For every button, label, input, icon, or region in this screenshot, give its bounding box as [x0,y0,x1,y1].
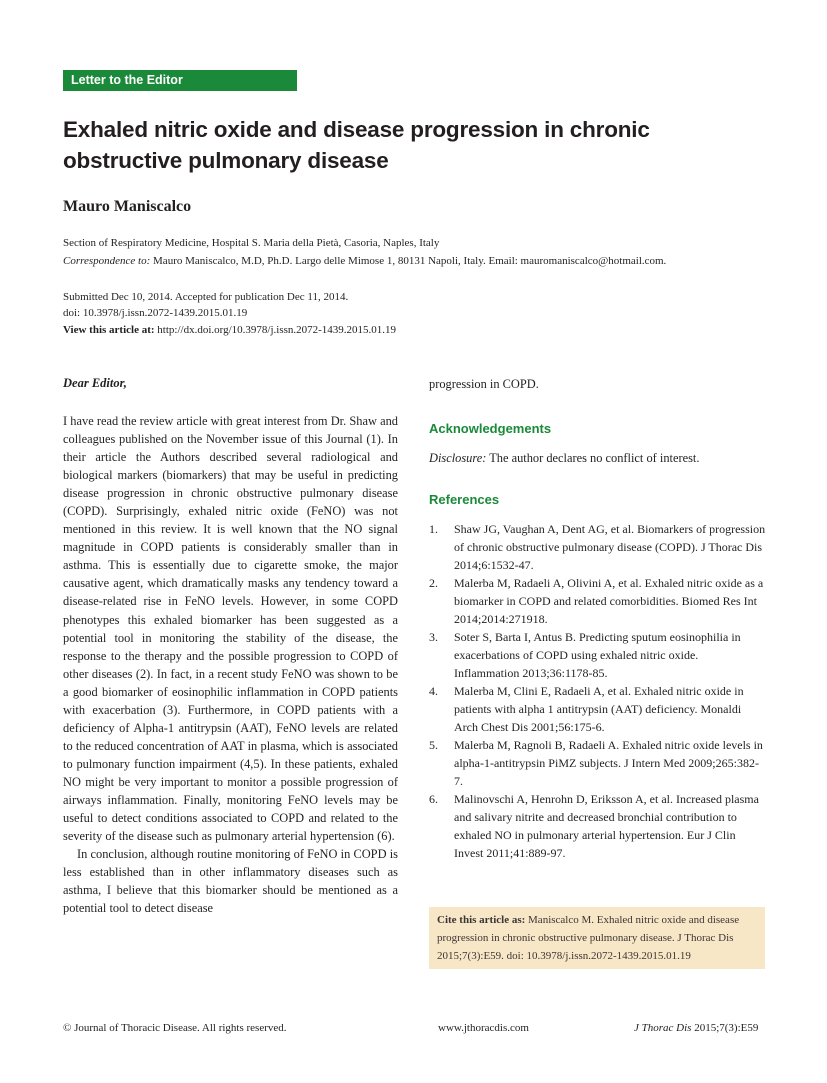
reference-text: Malinovschi A, Henrohn D, Eriksson A, et al. Increased plasma and salivary nitrite and decreased bronchial contribution to exhaled NO in pulmonary arterial hypertension. Eur J Clin Invest 2011;41:889-97. [454,792,759,860]
view-article-line [63,322,396,338]
footer-journal-url[interactable]: www.jthoracdis.com [438,1022,529,1034]
reference-number: 6. [429,792,438,806]
reference-text: Malerba M, Clini E, Radaeli A, et al. Exhaled nitric oxide in patients with alpha 1 antitrypsin (AAT) deficiency. Monaldi Arch Chest Dis 2001;56:175-6. [454,684,744,734]
reference-item [429,574,769,628]
view-article-label: View this article at: [63,324,155,336]
affiliation: Section of Respiratory Medicine, Hospital S. Maria della Pietà, Casoria, Naples, Italy [63,237,440,249]
reference-list [429,520,769,862]
footer-citation [634,1022,758,1034]
cite-this-article-box [429,907,765,969]
body-continuation: progression in COPD. [429,377,539,391]
reference-item [429,682,769,736]
reference-item [429,628,769,682]
body-paragraph: I have read the review article with great interest from Dr. Shaw and colleagues published on the November issue of this Journal (1). In their article the Authors described several radiological and biological markers (biomarkers) that may be useful in predicting disease progression in chronic obstructive pulmonary disease (COPD). Surprisingly, exhaled nitric oxide (FeNO) was not mentioned in this review. It is well known that the NO signal magnitude in COPD patients is considerably smaller than in asthma. This is essentially due to cigarette smoke, the major causative agent, which dramatically masks any tendency toward a disease-related rise in FeNO levels. However, in some COPD phenotypes this exhaled biomarker has been suggested as a potential tool in monitoring the stability of the disease, the response to the therapy and the possible progression to COPD of other diseases (2). In fact, in a recent study FeNO was shown to be a good biomarker of eosinophilic inflammation in COPD patients with exacerbation (3). Furthermore, in COPD patients with a deficiency of Alpha-1 antitrypsin (AAT), FeNO levels are related to the reduced concentration of AAT in plasma, which is associated to pulmonary function impairment (4,5). In these patients, exhaled NO might be very important to monitor a possible progression of airways inflammation. Finally, monitoring FeNO levels may be useful to detect conditions associated to COPD and related to the severity of the disease such as pulmonary arterial hypertension (6). [63,414,398,844]
reference-text: Malerba M, Ragnoli B, Radaeli A. Exhaled nitric oxide levels in alpha-1-antitrypsin PiMZ subjects. J Intern Med 2009;265:382-7. [454,738,763,788]
reference-text: Malerba M, Radaeli A, Olivini A, et al. Exhaled nitric oxide as a biomarker in COPD and related comorbidities. Biomed Res Int 2014;2014:271918. [454,576,764,626]
disclosure-text: The author declares no conflict of interest. [486,451,700,465]
doi: doi: 10.3978/j.issn.2072-1439.2015.01.19 [63,307,248,319]
reference-number: 4. [429,684,438,698]
footer-copyright: © Journal of Thoracic Disease. All rights reserved. [63,1022,287,1034]
correspondence [63,252,763,270]
submission-dates: Submitted Dec 10, 2014. Accepted for publication Dec 11, 2014. [63,291,349,303]
reference-item [429,520,769,574]
cite-label: Cite this article as: [437,914,526,926]
reference-number: 1. [429,522,438,536]
reference-item [429,736,769,790]
author-name: Mauro Maniscalco [63,198,192,215]
reference-item [429,790,769,862]
article-title: Exhaled nitric oxide and disease progression in chronic obstructive pulmonary disease [63,117,650,173]
salutation: Dear Editor, [63,376,127,390]
reference-text: Soter S, Barta I, Antus B. Predicting sputum eosinophilia in exacerbations of COPD using exhaled nitric oxide. Inflammation 2013;36:1178-85. [454,630,741,680]
footer-journal-name: J Thorac Dis [634,1022,692,1034]
correspondence-text: Mauro Maniscalco, M.D, Ph.D. Largo delle Mimose 1, 80131 Napoli, Italy. Email: mauromaniscalco@hotmail.com. [150,255,667,267]
reference-text: Shaw JG, Vaughan A, Dent AG, et al. Biomarkers of progression of chronic obstructive pulmonary disease (COPD). J Thorac Dis 2014;6:1532-47. [454,522,766,572]
correspondence-label: Correspondence to: [63,255,151,267]
body-paragraph: In conclusion, although routine monitoring of FeNO in COPD is less established than in other inflammatory diseases such as asthma, I believe that this biomarker should be mentioned as a potential tool to detect disease [63,847,398,916]
view-article-link[interactable]: http://dx.doi.org/10.3978/j.issn.2072-1439.2015.01.19 [154,324,397,336]
reference-number: 2. [429,576,438,590]
disclosure [429,449,699,467]
references-heading: References [429,492,500,507]
footer-volume: 2015;7(3):E59 [691,1022,759,1034]
body-text [63,412,398,917]
section-label: Letter to the Editor [63,70,297,91]
disclosure-label: Disclosure: [429,451,487,465]
reference-number: 3. [429,630,438,644]
acknowledgements-heading: Acknowledgements [429,421,552,436]
reference-number: 5. [429,738,438,752]
cite-text: Maniscalco M. Exhaled nitric oxide and disease progression in chronic obstructive pulmonary disease. J Thorac Dis 2015;7(3):E59. doi: 10.3978/j.issn.2072-1439.2015.01.19 [437,914,740,962]
